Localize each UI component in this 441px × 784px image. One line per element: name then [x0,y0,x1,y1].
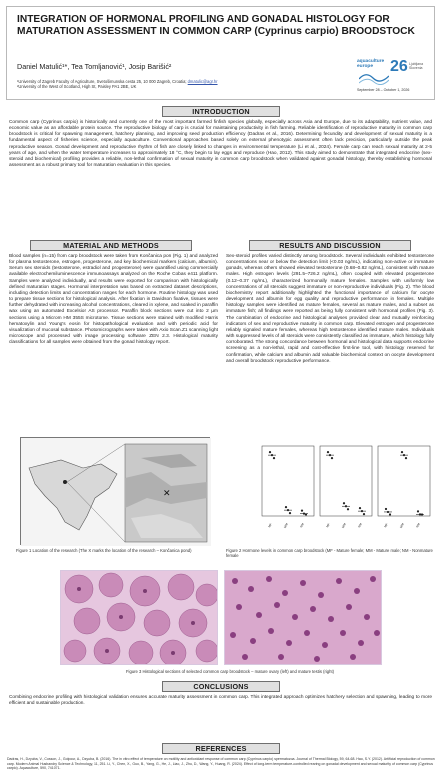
testis-section [225,571,381,664]
chart-point-progesterone-mf [331,457,333,459]
affiliations [17,79,347,90]
chart-tick-label: NM [415,522,421,529]
references-text: Dadras, H., Dzyuba, V., Cosson, J., Golpour, A., Dzyuba, B. (2016). The in vitro effect of temperature on motility and antioxidant response of common carp (Cyprinus carpio) spermatozoa. Journal of Thermal Biology, 59, 64-68. Hao, S.Y. (2012). Artificial reproduction of common carp. Modern Animal Husbandry Science & Technology, 11, 251. Li, Y., Chen, X., Guo, B., Yang, G., He, J., Liao, J., Zhu, D., Wang, Y., Huang, R. (2024). Effect of long-term temperature-controlled rearing on gonadal development and sexual maturity of common carp (Cyprinus carpio). Aquaculture, 590, 741071. [7,757,435,771]
logo-wordmark: aquaculture europe [357,59,385,70]
chart-tick-label: MF [383,522,389,529]
figure-2-caption: Figure 2 Hormone levels in common carp broodstock (MF - Mature female; MM - Mature male; NM - Nonmature female [226,548,433,559]
poster-header [6,6,435,100]
histology-ovary-image [60,570,218,665]
figure-3-caption: Figure 3 Histological sections of selected common carp broodstock – mature ovary (left) and mature testis (right) [125,669,335,674]
chart-point-estrogen-mm [285,506,287,508]
wave-icon [359,71,389,85]
chart-point-testosterone-mf [385,508,387,510]
chart-point-progesterone-mf [327,451,329,453]
chart-point-estrogen-mf [269,451,271,453]
histology-testis-image [224,570,382,665]
chart-point-progesterone-nm [359,507,361,509]
figure-1-caption: Figure 1 Location of the research (The X marks the location of the research – Končanica pond) [16,548,192,553]
location-map [20,437,210,545]
chart-point-progesterone-nm [363,513,365,515]
chart-panel-testosterone [378,446,430,516]
ovary-section [61,571,217,664]
chart-tick-label: NM [357,522,363,529]
methods-title: MATERIAL AND METHODS [30,240,192,251]
svg-text:✕: ✕ [163,489,171,499]
chart-tick-label: NM [299,522,305,529]
chart-point-testosterone-mm [405,457,407,459]
conclusions-title: CONCLUSIONS [162,681,280,692]
methods-text: Blood samples (n=15) from carp broodstock were taken from Končanica pon (Fig. 1) and analyzed for plasma testosterone, estrogen, progesterone, and key biochemical markers (calcium, albumin). Serum sex steroids (testosterone, estradiol and progesterone) were quantified using commercially available electrochemiluminescence immunoassays analyzed on the Roche Cobas e411 platform. Samples were analyzed individually, and results were exported for comparison with histologically defined maturation stages. Hormonal interpretation was based on extracted dataset descriptions, including detection limits and concentration ranges for each hormone. Routine histology was used to prepare tissue sections for histological analysis. After fixation in Davidson fixative, tissues were further dehydrated with increasing alcohol concentrations, cleared in xylene, and soaked in paraffin wax using an automated Excelsior AS processor. Paraffin block sections were cut into 2 µm sections using a Microm HM 355S microtome. Tissue sections were stained with modified Harris hematoxylin and Young's eosin for histopathological evaluation and with periodic acid for visualization of mucosal substance. Photomicrographs were taken with Axio Scan.Z1 scanning light microscope and processed with image processing software ZEN 2.3. Histological maturity classifications for all samples were obtained from the gonad histology report. [9,254,218,346]
logo-date: September 28 – October 1, 2026 [357,88,410,92]
chart-point-estrogen-mm [289,512,291,514]
chart-point-estrogen-mf [273,457,275,459]
chart-point-testosterone-mf [389,513,391,515]
results-title: RESULTS AND DISCUSSION [249,240,411,251]
map-graphic [21,438,211,546]
chart-tick-label: MF [267,522,273,529]
chart-point-progesterone-mm [343,502,345,504]
conclusions-text: Combining endocrine profiling with histological validation ensures accurate maturity assessment in common carp. This integrated approach optimizes hatchery selection and spawning, leading to more efficient and sustainable production. [9,695,432,707]
poster-title: INTEGRATION OF HORMONAL PROFILING AND GONADAL HISTOLOGY FOR MATURATION ASSESSMENT IN COMMON CARP (Cyprinus carpio) BROODSTOCK [17,14,415,37]
chart-tick-label: MM [340,522,347,529]
affiliation-1: ¹University of Zagreb Faculty of Agriculture, Svetošimunska cesta 25, 10 000 Zagreb, Croatia; [17,79,187,84]
references-title: REFERENCES [162,743,280,754]
chart-tick-label: MF [325,522,331,529]
affiliation-2: ²University of the West of Scotland, High St, Paisley PA1 2BE, UK [17,84,137,90]
chart-point-progesterone-mm [347,508,349,510]
conference-logo [357,57,437,101]
introduction-text: Common carp (Cyprinus carpio) is historically and currently one of the most important farmed finfish species globally, especially across Asia and Europe, due to its adaptability, nutrient value, and economic value as an affordable protein source. The reproductive biology of carp is crucial for maintaining productivity in fish farming. Reliable identification of reproductive maturity in common carp broodstock is critical for spawning management, hatchery planning, and improving seed production efficiency (Dadras et al., 2016). Determining fecundity and development of sexual maturity is a fundamental aspect of fisheries science, especially aquaculture. Conventional approaches based solely on external phenotypic assessment often lack precision, particularly outside the peak reproductive season. Gonad development and reproductive rhythm of fish are closely linked to changes in environmental temperature (Li et al., 2024). Female carp can reach sexual maturity at 2-5 years of age, and when the water temperature increases to approximately 18 °C, they begin to lay eggs and reproduce (Hao, 2012). This study aimed to demonstrate that integrated endocrine (sex-steroid and biochemical) profiling provides a reliable, non-lethal confirmation of sexual maturity in common carp broodstock when validated against gonadal histology, thereby establishing hormonal assessment as a robust primary tool for maturation evaluation in this species. [9,120,432,169]
chart-panel-estrogen [262,446,314,516]
email-link[interactable]: dmatulic@agr.hr [187,79,218,84]
chart-tick-label: MM [398,522,405,529]
chart-point-testosterone-nm [417,510,419,512]
chart-tick-label: MM [282,522,289,529]
logo-number: 26 [390,58,408,75]
chart-point-estrogen-nm [301,510,303,512]
authors: Daniel Matulić¹*, Tea Tomljanović¹, Josip Barišić² [17,62,172,71]
hormone-chart [256,442,432,540]
chart-point-testosterone-mm [401,451,403,453]
results-text: Sex-steroid profiles varied distinctly among broodstock. Several individuals exhibited testosterone concentrations near or below the detection limit (<0.03 ng/mL), indicating non-active or immature gonads, whereas others showed elevated testosterone (0.68–0.82 ng/mL), consistent with mature males. High estrogen levels (291.5–726.2 ng/mL), often coupled with elevated progesterone (0.12–0.37 ng/mL), characterized hormonally mature females. Samples with uniformly low concentrations of all steroids suggest immature or non-reproductive individuals (Fig. 2). The blood biochemistry report additionally highlighted the functional importance of calcium for oocyte development and albumin for egg quality and reproductive performance in females. Multiple histology samples were identified as mature females, several as mature males, and a subset as immature fish; all findings were reported as being fully consistent with hormonal profiles (Fig. 3). The combination of endocrine and histological analyses provided clear and mutually reinforcing indicators of sex and reproductive maturity in common carp. Elevated estrogen and progesterone reliably signaled mature females, whereas high testosterone identified mature males. Individuals with suppressed levels of all steroids were consistently classified as immature, which histology fully corroborated. The strong concordance between hormonal and histological data supports endocrine screening as a non-lethal, rapid and cost-effective first-line tool, with histology reserved for confirmation, while calcium and albumin add valuable biochemical context on oocyte development and overall broodstock reproductive performance. [226,254,434,364]
introduction-title: INTRODUCTION [162,106,280,117]
logo-location: Ljubljana Slovenia [409,62,424,71]
